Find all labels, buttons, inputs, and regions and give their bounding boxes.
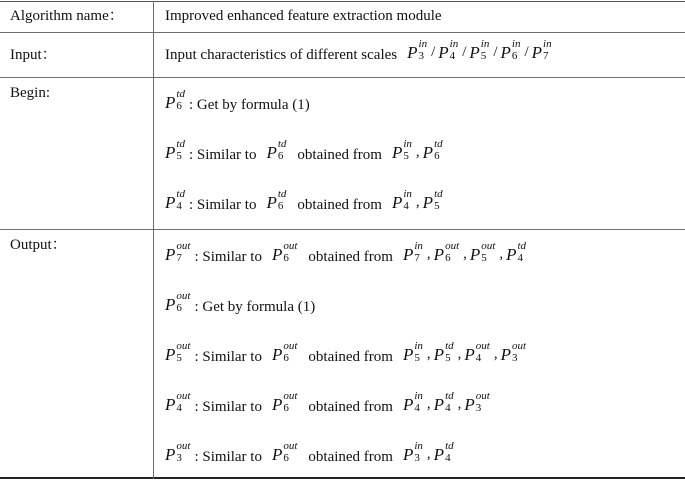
source-variable: P in 5 [402, 340, 423, 364]
lhs-variable: P td 6 [165, 88, 185, 112]
column-divider [153, 1, 154, 479]
math-separator: / [493, 44, 498, 60]
reference-variable: P out 6 [271, 440, 298, 464]
row-label-output: Output： [10, 237, 67, 253]
input-formula [407, 38, 552, 67]
begin-line-1 [165, 89, 310, 121]
math-separator: , [415, 144, 420, 160]
obtained-from-text: obtained from [308, 349, 393, 365]
math-separator: , [415, 194, 420, 210]
row-divider-2 [0, 77, 685, 78]
lhs-variable: P td 4 [165, 188, 185, 212]
math-separator: / [431, 44, 436, 60]
input-text: Input characteristics of different scales [165, 47, 398, 63]
obtained-from-text: obtained from [308, 449, 393, 465]
description-text: : Get by formula (1) [194, 299, 316, 315]
reference-variable: P out 6 [271, 390, 298, 414]
row-label-input: Input： [10, 47, 57, 63]
lhs-variable: P out 4 [165, 390, 191, 414]
math-separator: , [426, 446, 431, 462]
source-variable: P out 4 [464, 340, 490, 364]
description-text: : Similar to [188, 147, 257, 163]
math-separator: / [524, 44, 529, 60]
description-text: : Get by formula (1) [188, 97, 310, 113]
description-text: : Similar to [194, 399, 262, 415]
source-variable: P td 5 [433, 340, 454, 364]
begin-line-3 [165, 189, 444, 221]
input-scale-variable: P in 5 [469, 38, 490, 62]
math-separator: / [462, 44, 467, 60]
math-separator: , [426, 396, 431, 412]
source-variables [402, 240, 527, 269]
row-divider-1 [0, 32, 685, 33]
output-line-1 [165, 241, 527, 273]
description-text: : Similar to [194, 249, 262, 265]
source-variable: P out 5 [469, 240, 496, 264]
begin-line-2 [165, 139, 444, 171]
source-variables [402, 390, 491, 419]
math-separator: , [457, 346, 462, 362]
source-variables [402, 440, 455, 469]
source-variable: P out 3 [500, 340, 527, 364]
math-separator: , [493, 346, 498, 362]
source-variable: P td 6 [422, 138, 443, 162]
source-variable: P td 4 [433, 390, 454, 414]
table-bottom-border [0, 477, 685, 479]
source-variables [402, 340, 527, 369]
math-separator: , [457, 396, 462, 412]
table-top-border [0, 1, 685, 2]
source-variables [391, 188, 444, 217]
obtained-from-text: obtained from [308, 249, 393, 265]
source-variable: P td 4 [506, 240, 527, 264]
source-variable: P in 5 [391, 138, 412, 162]
input-scale-variable: P in 3 [407, 38, 428, 62]
reference-variable: P td 6 [266, 188, 287, 212]
lhs-variable: P out 3 [165, 440, 191, 464]
math-separator: , [463, 246, 467, 262]
output-line-4 [165, 391, 491, 423]
row-label-algorithm-name: Algorithm name： [10, 8, 124, 24]
row-label-begin: Begin: [10, 85, 50, 101]
source-variable: P out 6 [433, 240, 460, 264]
description-text: : Similar to [188, 197, 257, 213]
input-scale-variable: P in 6 [500, 38, 521, 62]
lhs-variable: P out 6 [165, 290, 191, 314]
reference-variable: P td 6 [266, 138, 287, 162]
output-line-2 [165, 291, 315, 323]
lhs-variable: P out 7 [165, 240, 191, 264]
row-divider-3 [0, 229, 685, 230]
description-text: : Similar to [194, 349, 262, 365]
output-line-5 [165, 441, 455, 473]
input-value [165, 39, 553, 71]
math-separator: , [426, 346, 431, 362]
source-variable: P out 3 [464, 390, 490, 414]
output-line-3 [165, 341, 527, 373]
source-variable: P td 5 [422, 188, 443, 212]
algorithm-name-value [165, 7, 442, 25]
algorithm-name-text: Improved enhanced feature extraction module [165, 8, 442, 24]
input-scale-variable: P in 7 [531, 38, 552, 62]
source-variable: P in 3 [402, 440, 423, 464]
source-variable: P td 4 [433, 440, 454, 464]
source-variable: P in 4 [402, 390, 423, 414]
reference-variable: P out 6 [271, 240, 298, 264]
math-separator: , [499, 246, 504, 262]
reference-variable: P out 6 [271, 340, 298, 364]
source-variable: P in 4 [391, 188, 412, 212]
obtained-from-text: obtained from [297, 147, 382, 163]
obtained-from-text: obtained from [308, 399, 393, 415]
math-separator: , [426, 246, 431, 262]
lhs-variable: P out 5 [165, 340, 191, 364]
description-text: : Similar to [194, 449, 262, 465]
algorithm-table [0, 1, 685, 479]
lhs-variable: P td 5 [165, 138, 185, 162]
obtained-from-text: obtained from [297, 197, 382, 213]
source-variable: P in 7 [402, 240, 423, 264]
input-scale-variable: P in 4 [438, 38, 459, 62]
source-variables [391, 138, 444, 167]
